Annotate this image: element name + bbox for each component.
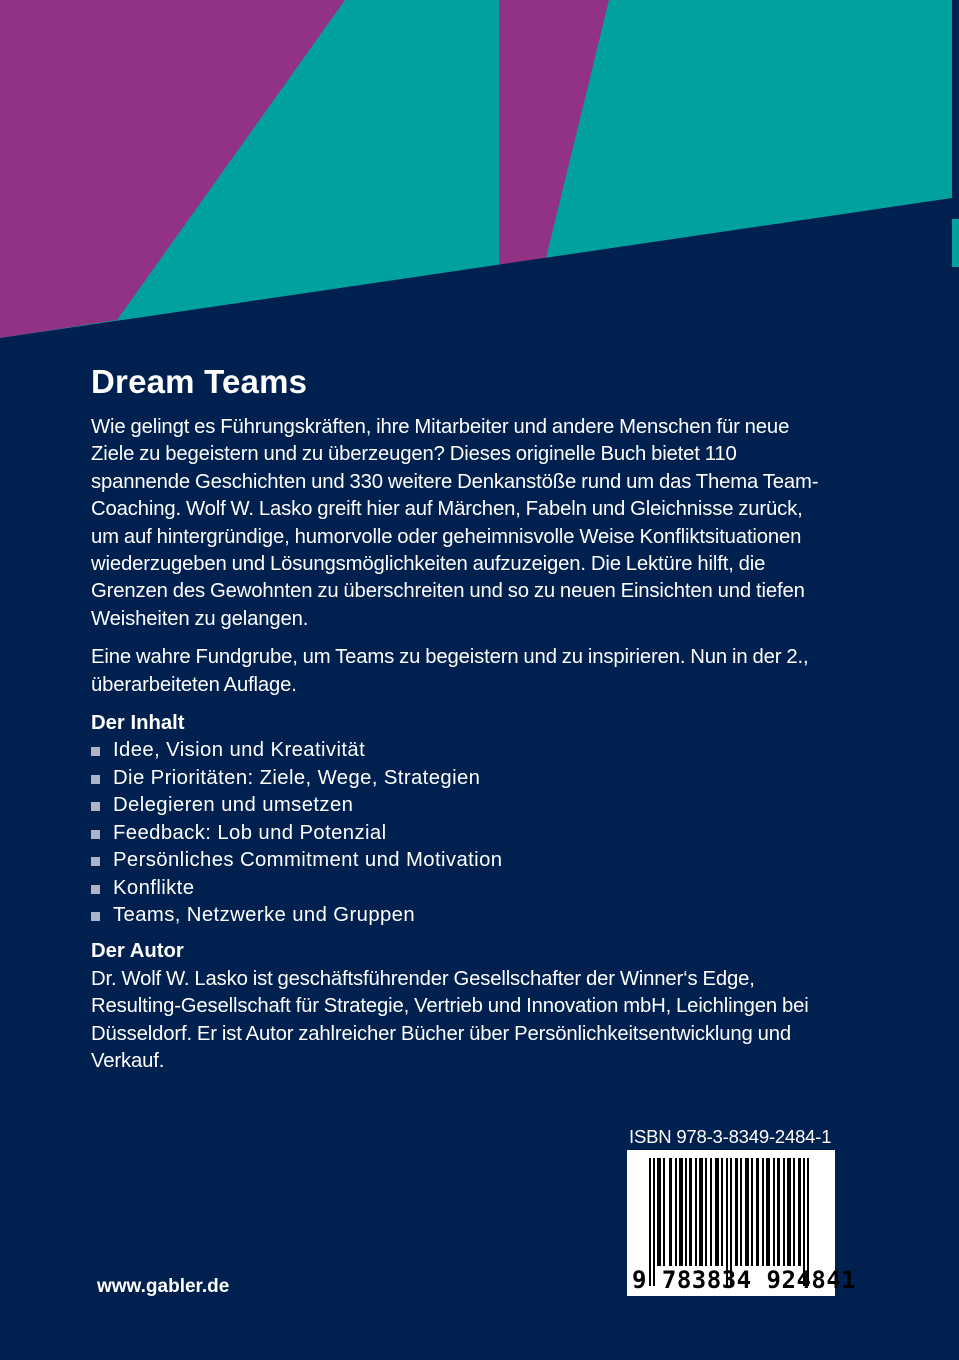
- description-paragraph-2: Eine wahre Fundgrube, um Teams zu begeistern und zu inspirieren. Nun in der 2., überarbeiteten Auflage.: [91, 646, 809, 696]
- contents-item: Feedback: Lob und Potenzial: [91, 820, 831, 847]
- isbn-label: ISBN 978-3-8349-2484-1: [629, 1126, 832, 1147]
- contents-item: Idee, Vision und Kreativität: [91, 737, 831, 764]
- contents-item: Delegieren und umsetzen: [91, 792, 831, 819]
- square-bullet-icon: [91, 885, 100, 894]
- barcode-digits: 9 783834 924841: [632, 1266, 857, 1294]
- contents-list: [91, 737, 831, 929]
- navy-right-edge: [952, 0, 959, 350]
- author-bio: Dr. Wolf W. Lasko ist geschäftsführender Gesellschafter der Winner‘s Edge, Resulting-Gesellschaft für Strategie, Vertrieb und Innovation mbH, Leichlingen bei Düsseldorf. Er ist Autor zahlreicher Bücher über Persönlichkeitsentwicklung und Verkauf.: [91, 967, 809, 1072]
- back-cover-text: [91, 362, 831, 1086]
- contents-item: Konflikte: [91, 875, 831, 902]
- author-heading: Der Autor: [91, 940, 184, 963]
- square-bullet-icon: [91, 830, 100, 839]
- description-paragraph-1: Wie gelingt es Führungskräften, ihre Mitarbeiter und andere Menschen für neue Ziele zu begeistern und zu überzeugen? Dieses originelle Buch bietet 110 spannende Geschichten und 330 weitere Denkanstöße rund um das Thema Team-Coaching. Wolf W. Lasko greift hier auf Märchen, Fabeln und Gleichnisse zurück, um auf hintergründige, humorvolle oder geheimnisvolle Weise Konfliktsituationen wiederzugeben und Lösungsmöglichkeiten aufzuzeigen. Die Lektüre hilft, die Grenzen des Gewohnten zu überschreiten und so zu neuen Einsichten und tiefen Weisheiten zu gelangen.: [91, 416, 819, 630]
- book-title: Dream Teams: [91, 363, 308, 400]
- contents-heading: Der Inhalt: [91, 712, 185, 735]
- square-bullet-icon: [91, 747, 100, 756]
- square-bullet-icon: [91, 775, 100, 784]
- contents-item: Persönliches Commitment und Motivation: [91, 847, 831, 874]
- isbn-barcode: [627, 1150, 857, 1296]
- teal-spine-tab: [952, 219, 959, 267]
- cover-geometric-artwork: [0, 0, 959, 350]
- publisher-url[interactable]: www.gabler.de: [97, 1276, 230, 1297]
- square-bullet-icon: [91, 802, 100, 811]
- square-bullet-icon: [91, 912, 100, 921]
- square-bullet-icon: [91, 857, 100, 866]
- contents-item: Die Prioritäten: Ziele, Wege, Strategien: [91, 765, 831, 792]
- contents-item: Teams, Netzwerke und Gruppen: [91, 902, 831, 929]
